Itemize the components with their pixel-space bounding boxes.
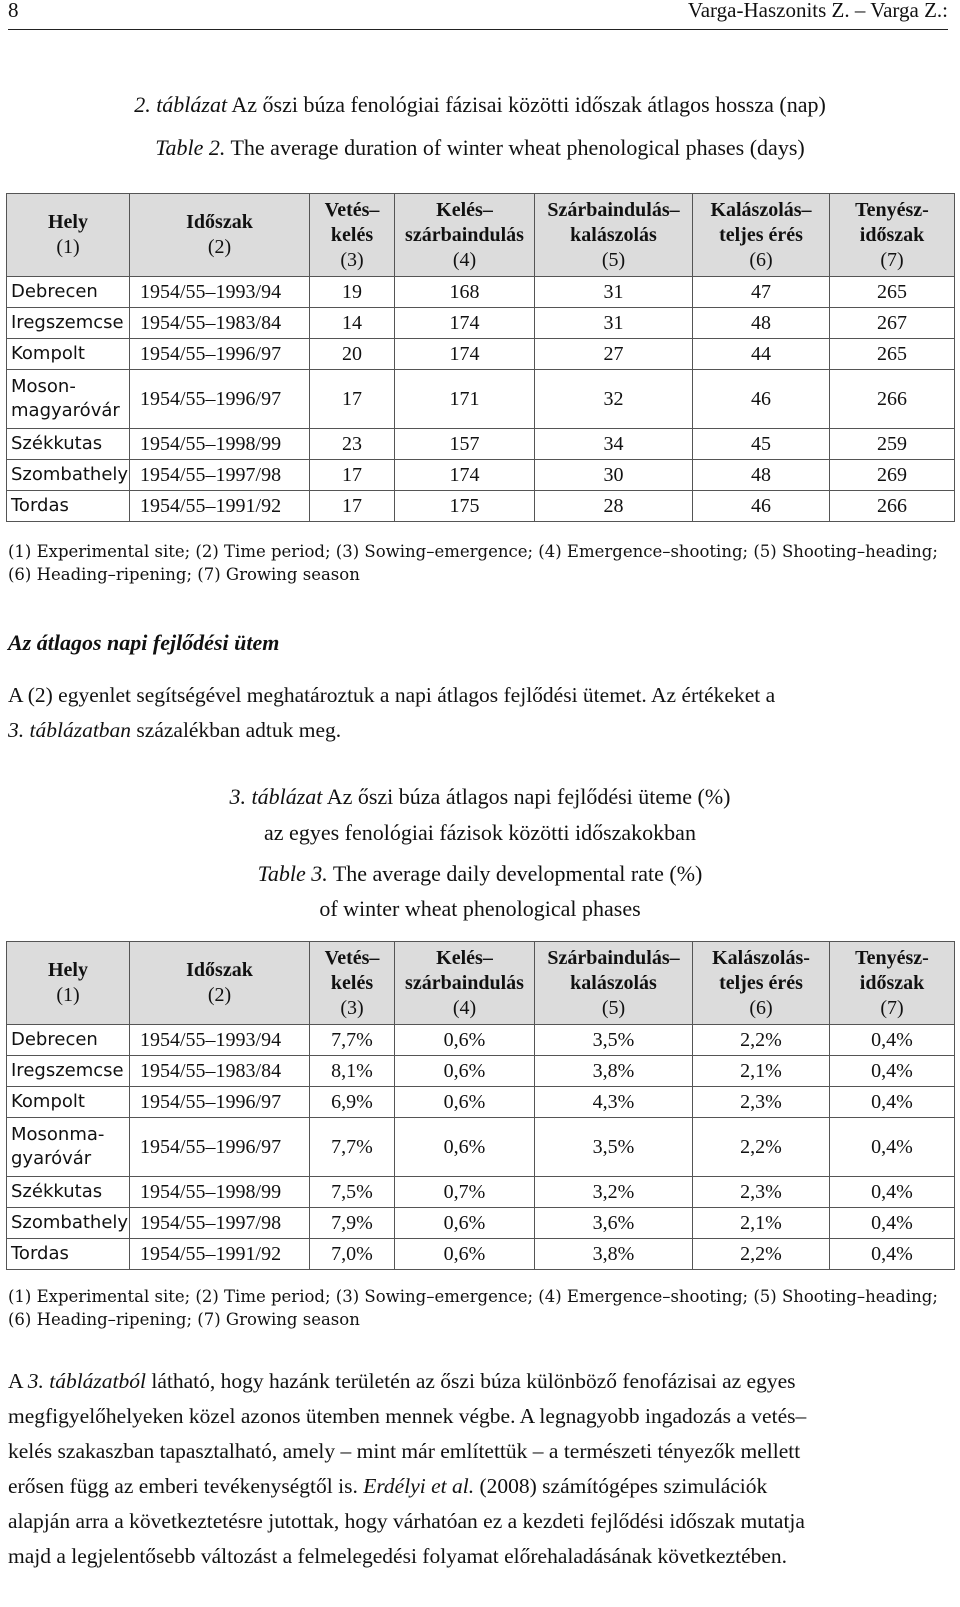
table3-caption-en bbox=[0, 859, 960, 889]
value-cell: 0,6% bbox=[395, 1056, 535, 1087]
site-cell: Tordas bbox=[7, 1239, 130, 1270]
t3-head-c5: Szárbaindulás– kalászolás (5) bbox=[535, 942, 693, 1025]
table-row bbox=[7, 429, 955, 460]
table3-caption-hu-line2: az egyes fenológiai fázisok közötti időszakokban bbox=[264, 820, 696, 845]
value-cell: 3,5% bbox=[535, 1025, 693, 1056]
value-cell: 174 bbox=[395, 460, 535, 491]
value-cell: 23 bbox=[310, 429, 395, 460]
period-cell: 1954/55–1996/97 bbox=[130, 1087, 310, 1118]
period-cell: 1954/55–1996/97 bbox=[130, 1118, 310, 1177]
t2-head-c5: Szárbaindulás– kalászolás (5) bbox=[535, 194, 693, 277]
table3-title-en: The average daily developmental rate (%) bbox=[327, 861, 703, 886]
value-cell: 32 bbox=[535, 370, 693, 429]
value-cell: 3,2% bbox=[535, 1177, 693, 1208]
value-cell: 0,6% bbox=[395, 1239, 535, 1270]
t2-head-c4: Kelés– szárbaindulás (4) bbox=[395, 194, 535, 277]
site-cell: Iregszemcse bbox=[7, 1056, 130, 1087]
legend-line: (1) Experimental site; (2) Time period; (3) Sowing–emergence; (4) Emergence–shooting; (5) Shooting–heading; bbox=[8, 1287, 938, 1306]
t3-head-period: Időszak (2) bbox=[130, 942, 310, 1025]
value-cell: 7,7% bbox=[310, 1025, 395, 1056]
site-cell: Szombathely bbox=[7, 1208, 130, 1239]
value-cell: 48 bbox=[693, 308, 830, 339]
table-row bbox=[7, 1208, 955, 1239]
period-cell: 1954/55–1991/92 bbox=[130, 491, 310, 522]
table3-caption-hu bbox=[0, 782, 960, 812]
value-cell: 31 bbox=[535, 308, 693, 339]
value-cell: 175 bbox=[395, 491, 535, 522]
table2-title-hu: Az őszi búza fenológiai fázisai közötti időszak átlagos hossza (nap) bbox=[227, 92, 826, 117]
period-cell: 1954/55–1983/84 bbox=[130, 308, 310, 339]
site-cell: Kompolt bbox=[7, 1087, 130, 1118]
table-row bbox=[7, 1177, 955, 1208]
value-cell: 17 bbox=[310, 491, 395, 522]
table2-label-en: Table 2. bbox=[155, 135, 226, 160]
value-cell: 259 bbox=[830, 429, 955, 460]
table3 bbox=[6, 941, 955, 1270]
value-cell: 174 bbox=[395, 339, 535, 370]
value-cell: 44 bbox=[693, 339, 830, 370]
value-cell: 17 bbox=[310, 460, 395, 491]
value-cell: 2,2% bbox=[693, 1239, 830, 1270]
value-cell: 0,6% bbox=[395, 1208, 535, 1239]
table3-label-hu: 3. táblázat bbox=[229, 784, 323, 809]
table-row bbox=[7, 370, 955, 429]
value-cell: 20 bbox=[310, 339, 395, 370]
site-cell: Székkutas bbox=[7, 1177, 130, 1208]
value-cell: 46 bbox=[693, 370, 830, 429]
value-cell: 14 bbox=[310, 308, 395, 339]
value-cell: 2,3% bbox=[693, 1087, 830, 1118]
legend-line: (6) Heading–ripening; (7) Growing season bbox=[8, 1310, 360, 1329]
value-cell: 3,8% bbox=[535, 1239, 693, 1270]
table-row bbox=[7, 1056, 955, 1087]
table-row bbox=[7, 1025, 955, 1056]
table-row bbox=[7, 1239, 955, 1270]
period-cell: 1954/55–1998/99 bbox=[130, 429, 310, 460]
value-cell: 0,6% bbox=[395, 1118, 535, 1177]
table-reference: 3. táblázatban bbox=[8, 718, 132, 742]
table3-caption-en-line2: of winter wheat phenological phases bbox=[319, 896, 641, 921]
period-cell: 1954/55–1991/92 bbox=[130, 1239, 310, 1270]
page-header bbox=[8, 0, 948, 28]
page-number: 8 bbox=[8, 0, 19, 22]
value-cell: 171 bbox=[395, 370, 535, 429]
table-reference: 3. táblázatból bbox=[27, 1369, 146, 1393]
table2-caption-en bbox=[0, 133, 960, 163]
table-row bbox=[7, 460, 955, 491]
period-cell: 1954/55–1997/98 bbox=[130, 1208, 310, 1239]
value-cell: 265 bbox=[830, 277, 955, 308]
paragraph-2: A 3. táblázatból látható, hogy hazánk területén az őszi búza különböző fenofázisai az egyes megfigyelőhelyeken közel azonos ütemben mennek végbe. A legnagyobb ingadozás a vetés– kelés szakaszban tapasztalható, amely – mint már említettük – a természeti tényezők mellett erősen függ az emberi tevékenységtől is. Erdélyi et al. (2008) számítógépes szimulációk alapján arra a következtetésre jutottak, hogy várhatóan ez a kezdeti fejlődési időszak mutatja majd a legjelentősebb változást a felmelegedési folyamat előrehaladásának következtében. bbox=[8, 1369, 807, 1568]
citation: Erdélyi et al. bbox=[363, 1474, 475, 1498]
value-cell: 34 bbox=[535, 429, 693, 460]
value-cell: 0,4% bbox=[830, 1056, 955, 1087]
value-cell: 168 bbox=[395, 277, 535, 308]
t2-head-period: Időszak (2) bbox=[130, 194, 310, 277]
value-cell: 2,2% bbox=[693, 1118, 830, 1177]
value-cell: 266 bbox=[830, 491, 955, 522]
value-cell: 46 bbox=[693, 491, 830, 522]
running-title: Varga-Haszonits Z. – Varga Z.: bbox=[687, 0, 948, 22]
value-cell: 47 bbox=[693, 277, 830, 308]
site-cell: Mosonma- gyaróvár bbox=[7, 1118, 130, 1177]
period-cell: 1954/55–1996/97 bbox=[130, 370, 310, 429]
table2-label-hu: 2. táblázat bbox=[134, 92, 228, 117]
value-cell: 31 bbox=[535, 277, 693, 308]
value-cell: 7,5% bbox=[310, 1177, 395, 1208]
value-cell: 2,3% bbox=[693, 1177, 830, 1208]
section-title: Az átlagos napi fejlődési ütem bbox=[8, 630, 280, 655]
t2-head-c6: Kalászolás– teljes érés (6) bbox=[693, 194, 830, 277]
value-cell: 7,9% bbox=[310, 1208, 395, 1239]
value-cell: 0,4% bbox=[830, 1025, 955, 1056]
value-cell: 2,1% bbox=[693, 1208, 830, 1239]
table-row bbox=[7, 339, 955, 370]
value-cell: 19 bbox=[310, 277, 395, 308]
table3-header-row bbox=[7, 942, 955, 1025]
value-cell: 269 bbox=[830, 460, 955, 491]
value-cell: 3,6% bbox=[535, 1208, 693, 1239]
site-cell: Szombathely bbox=[7, 460, 130, 491]
period-cell: 1954/55–1983/84 bbox=[130, 1056, 310, 1087]
site-cell: Kompolt bbox=[7, 339, 130, 370]
value-cell: 7,7% bbox=[310, 1118, 395, 1177]
table-row bbox=[7, 1118, 955, 1177]
t3-head-c6: Kalászolás- teljes érés (6) bbox=[693, 942, 830, 1025]
t3-head-c4: Kelés– szárbaindulás (4) bbox=[395, 942, 535, 1025]
t2-head-site: Hely (1) bbox=[7, 194, 130, 277]
header-rule bbox=[8, 29, 948, 30]
table2-legend bbox=[8, 540, 938, 586]
value-cell: 0,4% bbox=[830, 1239, 955, 1270]
value-cell: 266 bbox=[830, 370, 955, 429]
value-cell: 0,4% bbox=[830, 1087, 955, 1118]
period-cell: 1954/55–1998/99 bbox=[130, 1177, 310, 1208]
value-cell: 28 bbox=[535, 491, 693, 522]
value-cell: 3,5% bbox=[535, 1118, 693, 1177]
period-cell: 1954/55–1993/94 bbox=[130, 1025, 310, 1056]
value-cell: 157 bbox=[395, 429, 535, 460]
site-cell: Debrecen bbox=[7, 277, 130, 308]
table-row bbox=[7, 277, 955, 308]
table2-header-row bbox=[7, 194, 955, 277]
value-cell: 174 bbox=[395, 308, 535, 339]
value-cell: 0,4% bbox=[830, 1118, 955, 1177]
value-cell: 8,1% bbox=[310, 1056, 395, 1087]
table-row bbox=[7, 491, 955, 522]
value-cell: 4,3% bbox=[535, 1087, 693, 1118]
value-cell: 0,6% bbox=[395, 1087, 535, 1118]
value-cell: 265 bbox=[830, 339, 955, 370]
value-cell: 30 bbox=[535, 460, 693, 491]
value-cell: 2,1% bbox=[693, 1056, 830, 1087]
legend-line: (6) Heading–ripening; (7) Growing season bbox=[8, 565, 360, 584]
value-cell: 27 bbox=[535, 339, 693, 370]
site-cell: Debrecen bbox=[7, 1025, 130, 1056]
site-cell: Moson- magyaróvár bbox=[7, 370, 130, 429]
site-cell: Iregszemcse bbox=[7, 308, 130, 339]
value-cell: 48 bbox=[693, 460, 830, 491]
table3-title-hu: Az őszi búza átlagos napi fejlődési üteme (%) bbox=[322, 784, 731, 809]
table2 bbox=[6, 193, 955, 522]
site-cell: Tordas bbox=[7, 491, 130, 522]
period-cell: 1954/55–1993/94 bbox=[130, 277, 310, 308]
value-cell: 0,6% bbox=[395, 1025, 535, 1056]
value-cell: 6,9% bbox=[310, 1087, 395, 1118]
site-cell: Székkutas bbox=[7, 429, 130, 460]
period-cell: 1954/55–1997/98 bbox=[130, 460, 310, 491]
value-cell: 0,7% bbox=[395, 1177, 535, 1208]
table2-caption-hu bbox=[0, 90, 960, 120]
value-cell: 0,4% bbox=[830, 1177, 955, 1208]
table-row bbox=[7, 1087, 955, 1118]
table3-legend bbox=[8, 1285, 938, 1331]
value-cell: 0,4% bbox=[830, 1208, 955, 1239]
table3-label-en: Table 3. bbox=[257, 861, 328, 886]
t2-head-c3: Vetés– kelés (3) bbox=[310, 194, 395, 277]
table-row bbox=[7, 308, 955, 339]
value-cell: 3,8% bbox=[535, 1056, 693, 1087]
paragraph-1: A (2) egyenlet segítségével meghatároztuk a napi átlagos fejlődési ütemet. Az értékeket a 3. táblázatban százalékban adtuk meg. bbox=[8, 683, 776, 742]
table2-title-en: The average duration of winter wheat phenological phases (days) bbox=[225, 135, 805, 160]
t3-head-c3: Vetés– kelés (3) bbox=[310, 942, 395, 1025]
value-cell: 17 bbox=[310, 370, 395, 429]
period-cell: 1954/55–1996/97 bbox=[130, 339, 310, 370]
value-cell: 7,0% bbox=[310, 1239, 395, 1270]
t2-head-c7: Tenyész- időszak (7) bbox=[830, 194, 955, 277]
legend-line: (1) Experimental site; (2) Time period; (3) Sowing–emergence; (4) Emergence–shooting; (5) Shooting–heading; bbox=[8, 542, 938, 561]
t3-head-c7: Tenyész- időszak (7) bbox=[830, 942, 955, 1025]
t3-head-site: Hely (1) bbox=[7, 942, 130, 1025]
value-cell: 45 bbox=[693, 429, 830, 460]
value-cell: 2,2% bbox=[693, 1025, 830, 1056]
value-cell: 267 bbox=[830, 308, 955, 339]
